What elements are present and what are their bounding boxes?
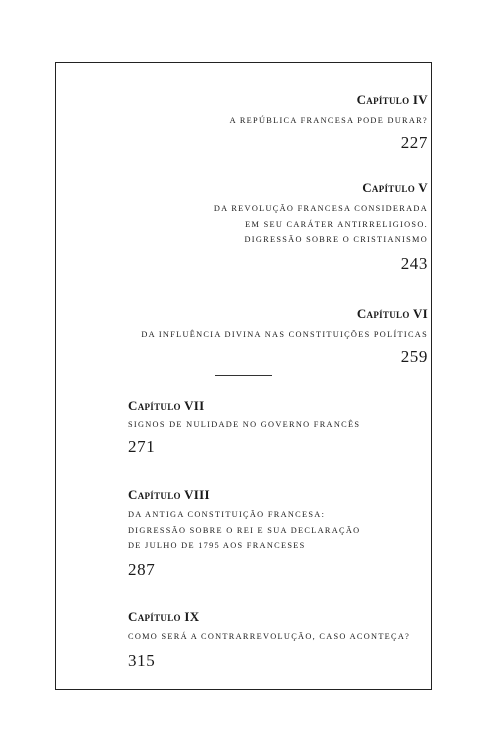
chapter-iv-entry	[230, 92, 428, 153]
chapter-heading: Capítulo VII	[128, 398, 205, 413]
page-number: 243	[400, 253, 428, 273]
chapter-viii-entry	[128, 487, 360, 580]
chapter-vi-entry	[141, 306, 428, 367]
chapter-title-line: DIGRESSÃO SOBRE O REI E SUA DECLARAÇÃO	[128, 525, 361, 535]
page-number: 259	[400, 346, 428, 366]
page-number: 315	[128, 650, 156, 670]
page-number: 287	[128, 559, 156, 579]
chapter-title-line: DA ANTIGA CONSTITUIÇÃO FRANCESA:	[128, 510, 326, 519]
chapter-heading: Capítulo VIII	[128, 487, 210, 502]
chapter-heading: Capítulo IX	[128, 609, 200, 624]
page-number: 227	[400, 132, 428, 152]
chapter-v-entry	[214, 180, 428, 274]
chapter-title-line: DA REVOLUÇÃO FRANCESA CONSIDERADA	[213, 204, 428, 213]
chapter-vii-entry	[128, 398, 360, 457]
chapter-title-line: A REPÚBLICA FRANCESA PODE DURAR?	[229, 116, 428, 125]
chapter-title-line: SIGNOS DE NULIDADE NO GOVERNO FRANCÊS	[128, 420, 361, 429]
chapter-title-line: EM SEU CARÁTER ANTIRRELIGIOSO.	[245, 219, 428, 229]
section-divider	[215, 375, 272, 376]
chapter-title-line: DA INFLUÊNCIA DIVINA NAS CONSTITUIÇÕES POLÍTICAS	[141, 330, 428, 339]
chapter-title-line: DIGRESSÃO SOBRE O CRISTIANISMO	[244, 235, 428, 244]
chapter-title-line: DE JULHO DE 1795 AOS FRANCESES	[128, 541, 306, 550]
chapter-heading: Capítulo IV	[356, 92, 428, 107]
page-frame	[55, 62, 432, 690]
chapter-heading: Capítulo V	[362, 180, 428, 195]
chapter-ix-entry	[128, 609, 410, 671]
chapter-title-line: COMO SERÁ A CONTRARREVOLUÇÃO, CASO ACONTEÇA?	[128, 632, 411, 641]
page-number: 271	[128, 436, 156, 456]
chapter-heading: Capítulo VI	[356, 306, 428, 321]
